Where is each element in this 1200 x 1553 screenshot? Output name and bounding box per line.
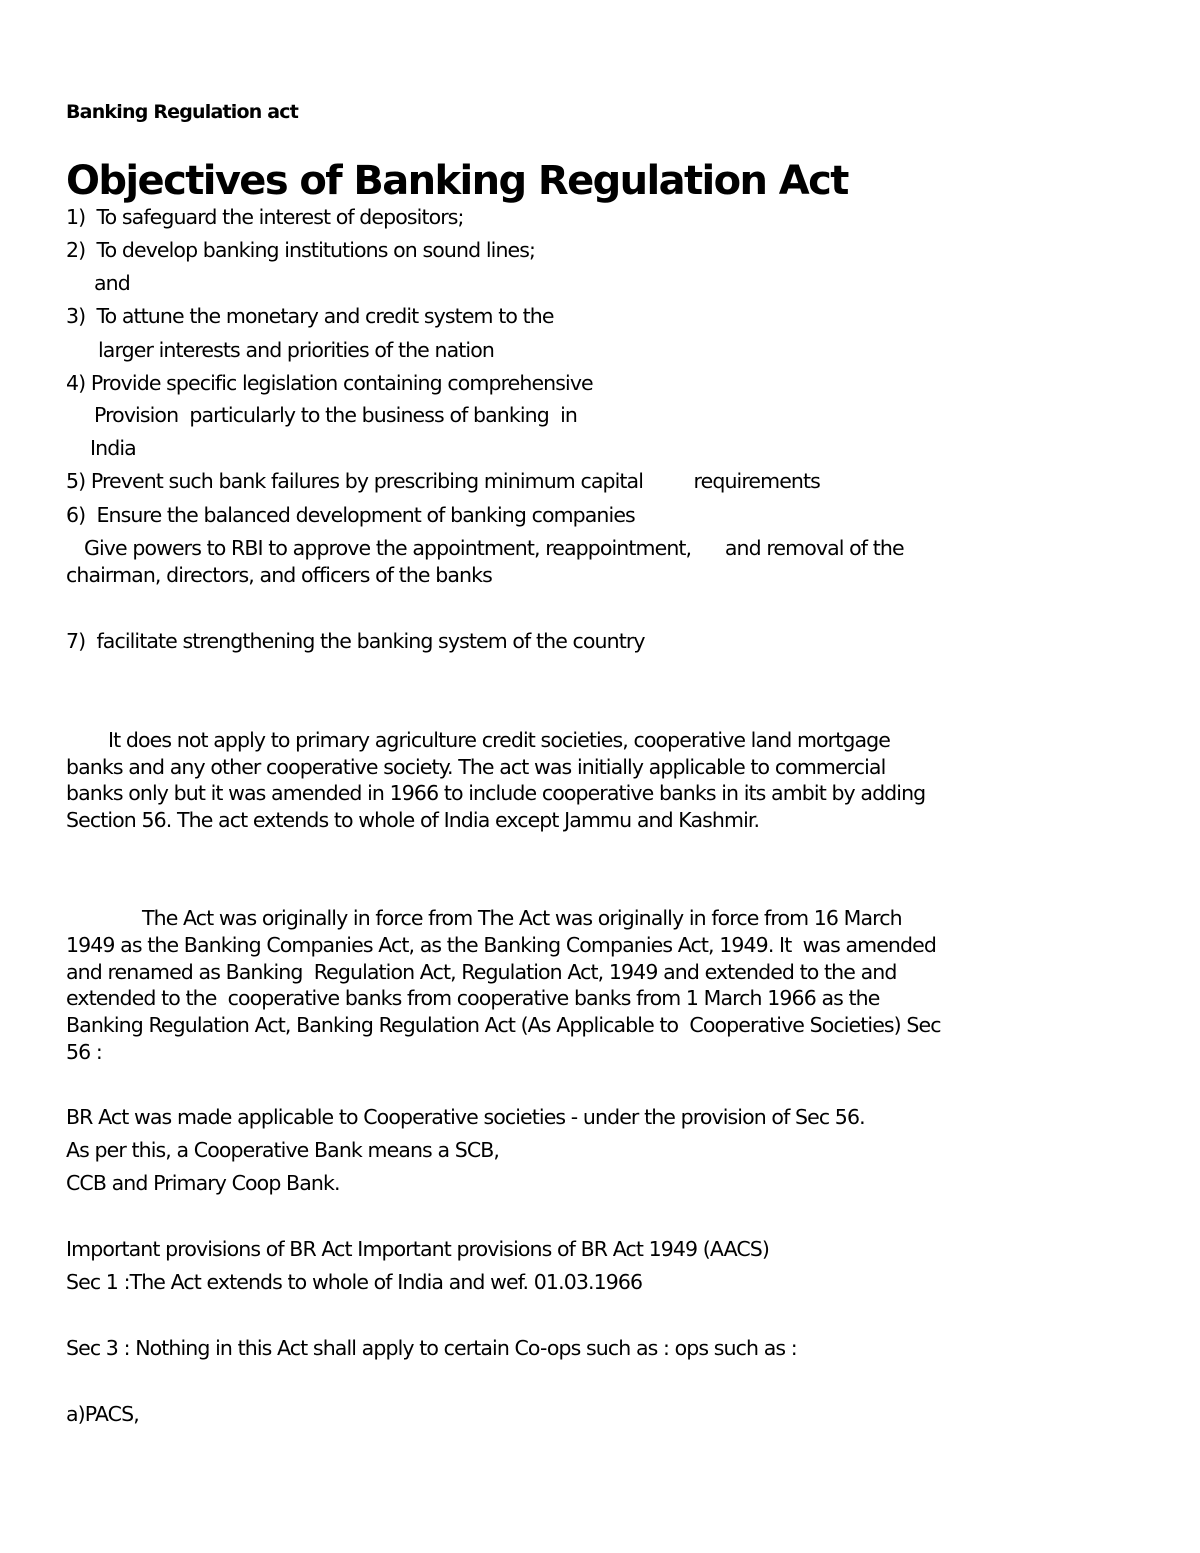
coop-line-1: BR Act was made applicable to Cooperative societies - under the provision of Sec 56.: [66, 1105, 865, 1129]
objective-line-2-cont: and: [94, 271, 130, 295]
coop-line-3: CCB and Primary Coop Bank.: [66, 1171, 340, 1195]
objective-line-5: 5) Prevent such bank failures by prescribing minimum capital requirements: [66, 469, 820, 493]
pacs-line: a)PACS,: [66, 1402, 139, 1426]
objective-line-2: 2) To develop banking institutions on sound lines;: [66, 238, 536, 262]
document-header: Banking Regulation act: [66, 101, 299, 123]
history-paragraph-line-1: The Act was originally in force from The Act was originally in force from 16 March: [142, 906, 902, 930]
history-paragraph-line-2: 1949 as the Banking Companies Act, as the Banking Companies Act, 1949. It was amended: [66, 933, 936, 957]
page-title: Objectives of Banking Regulation Act: [66, 158, 848, 204]
objective-line-4-cont: Provision particularly to the business of banking in: [94, 403, 577, 427]
history-paragraph-line-3: and renamed as Banking Regulation Act, Regulation Act, 1949 and extended to the and: [66, 960, 897, 984]
sec3-line: Sec 3 : Nothing in this Act shall apply to certain Co-ops such as : ops such as :: [66, 1336, 797, 1360]
history-paragraph-line-6: 56 :: [66, 1040, 102, 1064]
objective-line-4-cont-2: India: [90, 436, 136, 460]
objective-line-6-note-cont: chairman, directors, and officers of the banks: [66, 563, 492, 587]
objective-line-6-note: Give powers to RBI to approve the appointment, reappointment, and removal of the: [84, 536, 904, 560]
coop-line-2: As per this, a Cooperative Bank means a SCB,: [66, 1138, 500, 1162]
objective-line-7: 7) facilitate strengthening the banking system of the country: [66, 629, 645, 653]
history-paragraph-line-5: Banking Regulation Act, Banking Regulation Act (As Applicable to Cooperative Societies) Sec: [66, 1013, 941, 1037]
scope-paragraph-line-4: Section 56. The act extends to whole of India except Jammu and Kashmir.: [66, 808, 760, 832]
scope-paragraph-line-1: It does not apply to primary agriculture credit societies, cooperative land mortgage: [108, 728, 890, 752]
sec1-line: Sec 1 :The Act extends to whole of India and wef. 01.03.1966: [66, 1270, 643, 1294]
scope-paragraph-line-2: banks and any other cooperative society. The act was initially applicable to commercial: [66, 755, 886, 779]
objective-line-3: 3) To attune the monetary and credit system to the: [66, 304, 554, 328]
history-paragraph-line-4: extended to the cooperative banks from cooperative banks from 1 March 1966 as the: [66, 986, 880, 1010]
scope-paragraph-line-3: banks only but it was amended in 1966 to include cooperative banks in its ambit by adding: [66, 781, 926, 805]
objective-line-6: 6) Ensure the balanced development of banking companies: [66, 503, 635, 527]
provisions-heading: Important provisions of BR Act Important provisions of BR Act 1949 (AACS): [66, 1237, 769, 1261]
objective-line-4: 4) Provide specific legislation containing comprehensive: [66, 371, 593, 395]
objective-line-1: 1) To safeguard the interest of depositors;: [66, 205, 464, 229]
objective-line-3-cont: larger interests and priorities of the nation: [98, 338, 494, 362]
